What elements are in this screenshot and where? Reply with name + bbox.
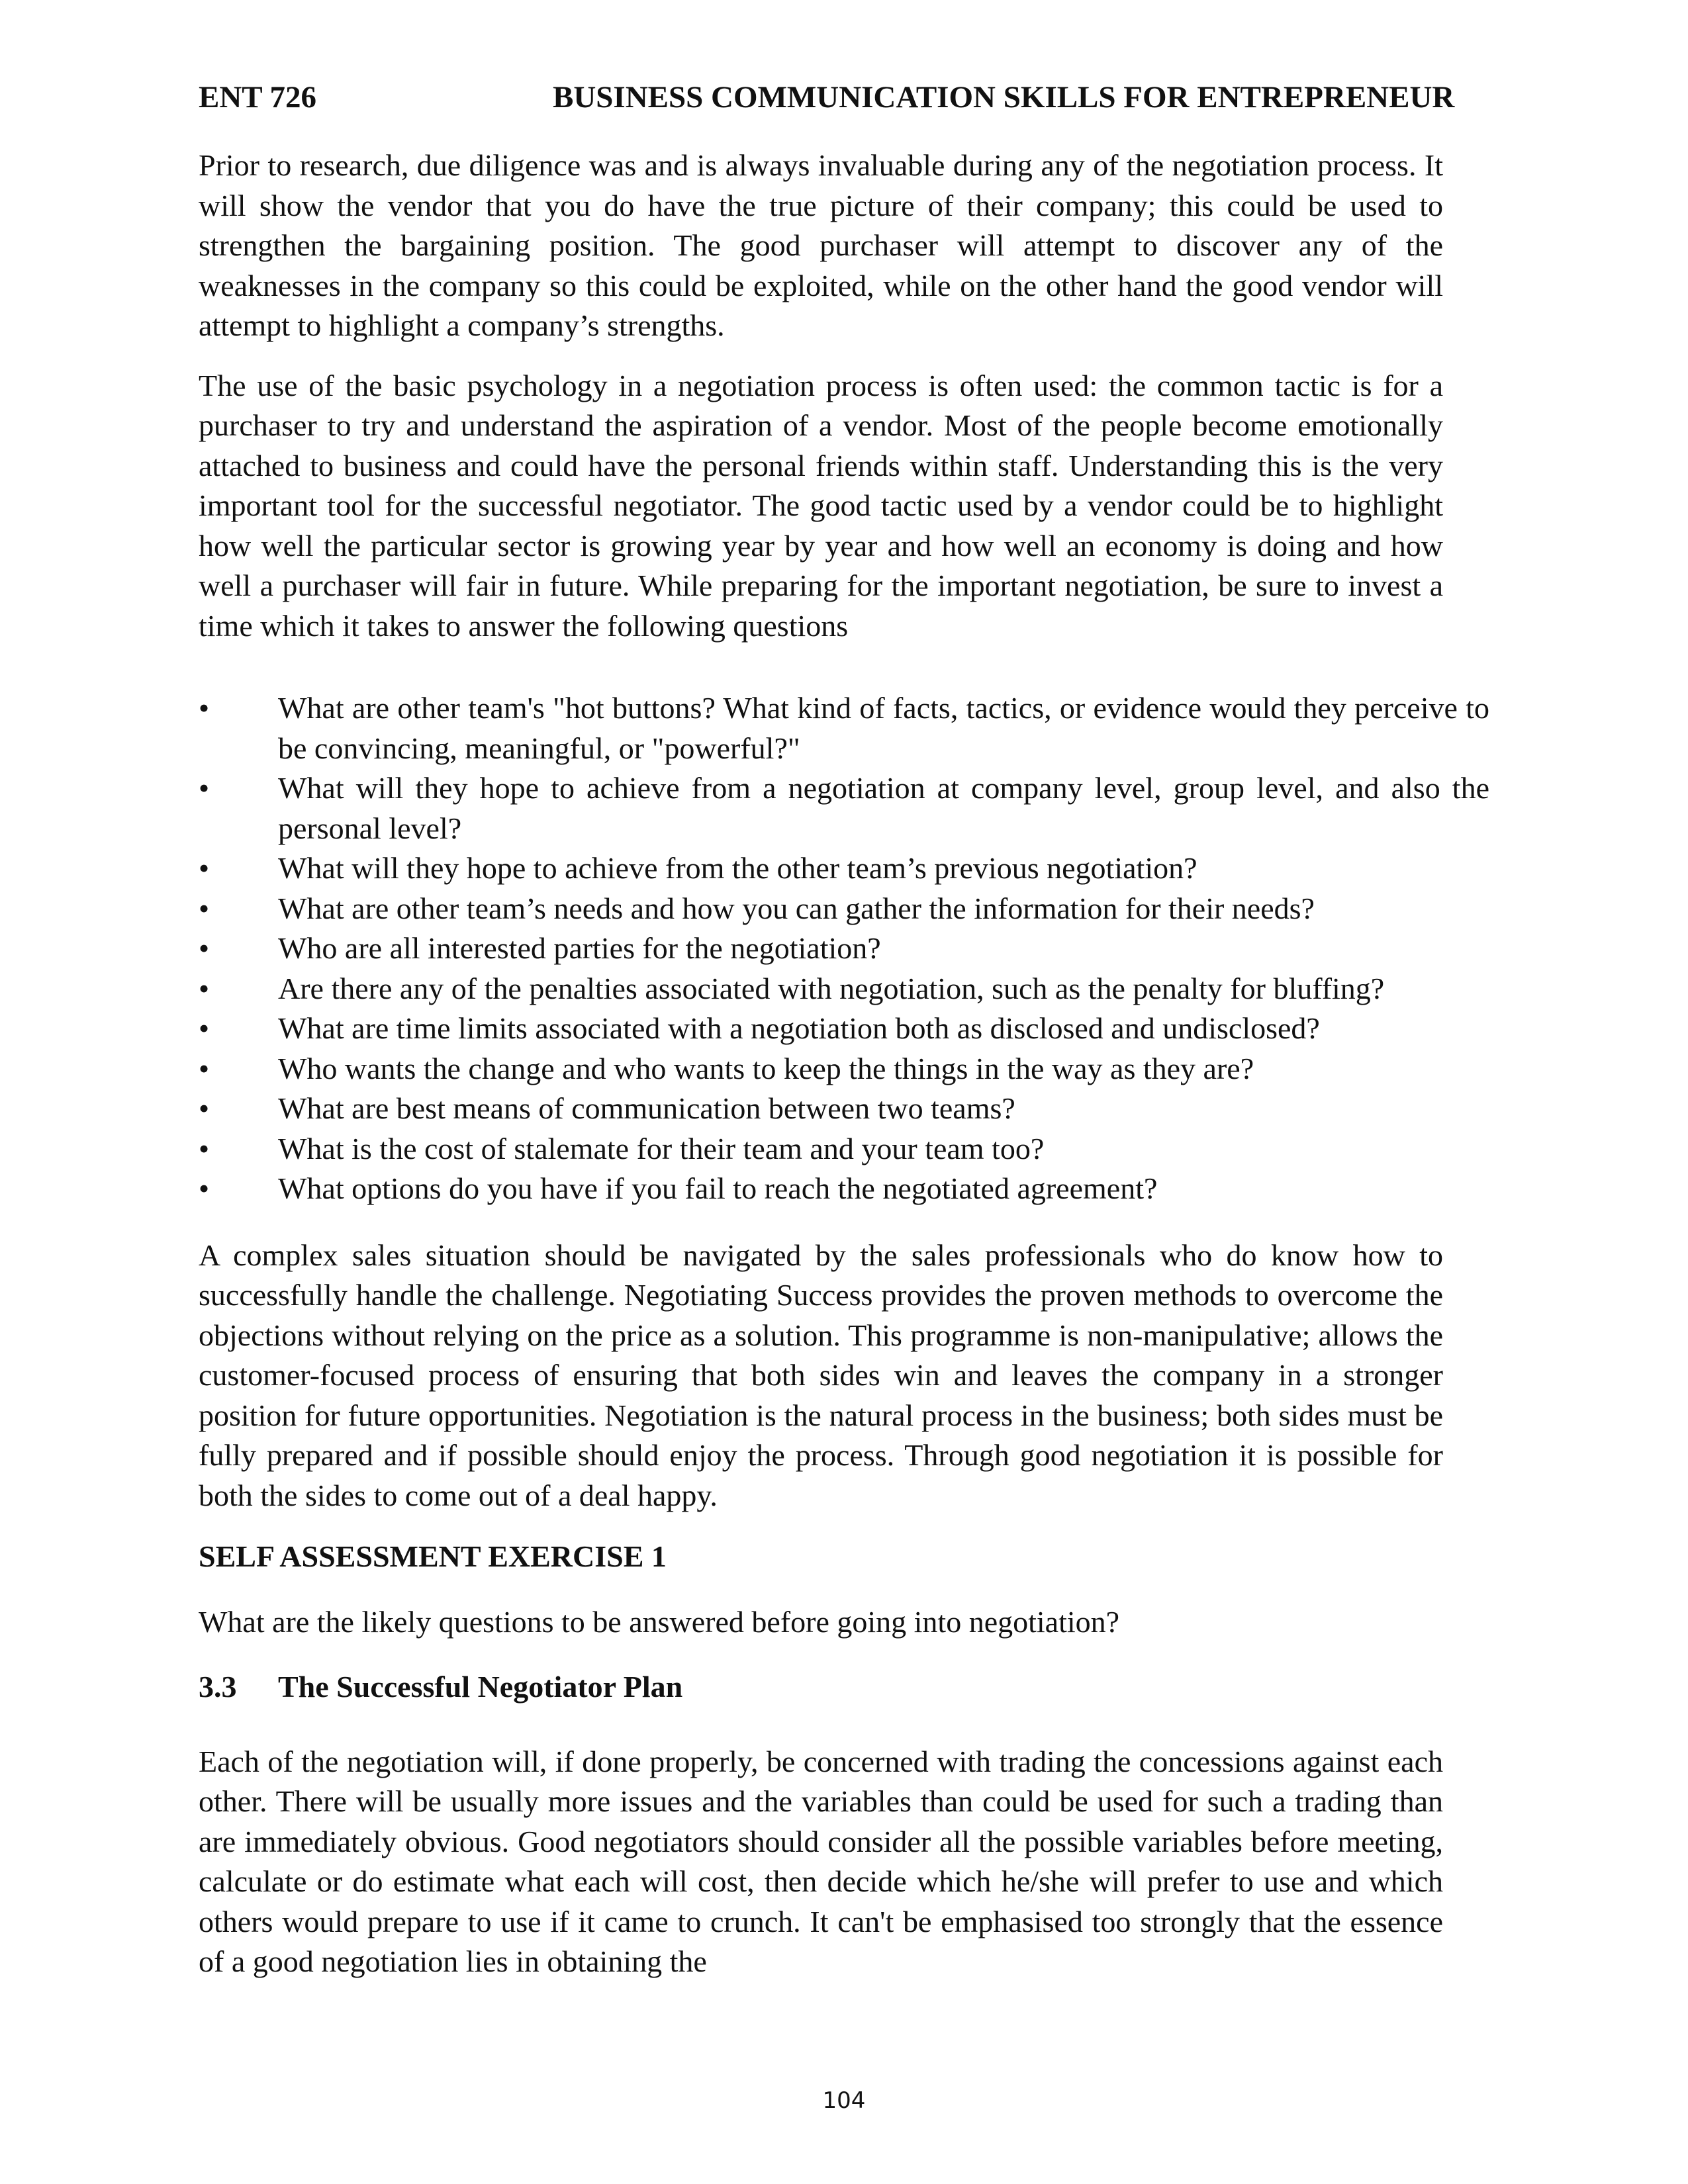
bullet-icon: •: [199, 1011, 210, 1045]
list-item-text: Are there any of the penalties associated with negotiation, such as the penalty for bluffing?: [278, 971, 1385, 1005]
list-item: [199, 889, 1489, 929]
list-item: [199, 1049, 1489, 1089]
questions-list: [199, 688, 1489, 1209]
list-item-text: What are best means of communication between two teams?: [278, 1091, 1015, 1125]
paragraph-due-diligence: Prior to research, due diligence was and is always invaluable during any of the negotiation process. It will show the vendor that you do have the true picture of their company; this could be used to strengthen the bargaining position. The good purchaser will attempt to discover any of the weaknesses in the company so this could be exploited, while on the other hand the good vendor will attempt to highlight a company’s strengths.: [199, 148, 1443, 342]
list-item: [199, 1169, 1489, 1209]
bullet-icon: •: [199, 1091, 210, 1125]
list-item: [199, 768, 1489, 848]
bullet-icon: •: [199, 1171, 210, 1205]
list-item-text: What are other team’s needs and how you can gather the information for their needs?: [278, 891, 1315, 925]
list-item-text: What are time limits associated with a negotiation both as disclosed and undisclosed?: [278, 1011, 1320, 1045]
list-item-text: What are other team's "hot buttons? What kind of facts, tactics, or evidence would they perceive to be convincing, meaningful, or "powerful?": [278, 691, 1489, 765]
page-number: 104: [822, 2087, 866, 2114]
list-item: [199, 1089, 1489, 1129]
bullet-icon: •: [199, 691, 210, 725]
bullet-icon: •: [199, 971, 210, 1005]
bullet-icon: •: [199, 851, 210, 885]
exercise-question: What are the likely questions to be answered before going into negotiation?: [199, 1604, 1120, 1639]
list-item-text: What is the cost of stalemate for their team and your team too?: [278, 1131, 1045, 1165]
list-item-text: Who are all interested parties for the negotiation?: [278, 931, 881, 965]
course-title: BUSINESS COMMUNICATION SKILLS FOR ENTREPRENEUR: [553, 80, 1455, 114]
list-item: [199, 929, 1489, 969]
list-item: [199, 1129, 1489, 1169]
section-heading: [199, 1667, 1443, 1707]
course-code: ENT 726: [199, 80, 317, 114]
bullet-icon: •: [199, 1051, 210, 1085]
list-item-text: What options do you have if you fail to reach the negotiated agreement?: [278, 1171, 1158, 1205]
bullet-icon: •: [199, 771, 210, 805]
paragraph-psychology: The use of the basic psychology in a negotiation process is often used: the common tactic is for a purchaser to try and understand the aspiration of a vendor. Most of the people become emotionally attached to business and could have the personal friends within staff. Understanding this is the very important tool for the successful negotiator. The good tactic used by a vendor could be to highlight how well the particular sector is growing year by year and how well an economy is doing and how well a purchaser will fair in future. While preparing for the important negotiation, be sure to invest a time which it takes to answer the following questions: [199, 368, 1443, 643]
list-item-text: Who wants the change and who wants to keep the things in the way as they are?: [278, 1051, 1254, 1085]
exercise-heading: SELF ASSESSMENT EXERCISE 1: [199, 1539, 667, 1573]
bullet-icon: •: [199, 1131, 210, 1165]
section-number: 3.3: [199, 1670, 237, 1704]
bullet-icon: •: [199, 891, 210, 925]
list-item-text: What will they hope to achieve from the other team’s previous negotiation?: [278, 851, 1197, 885]
list-item: [199, 1009, 1489, 1049]
section-title: The Successful Negotiator Plan: [278, 1670, 683, 1704]
paragraph-negotiator-plan: Each of the negotiation will, if done properly, be concerned with trading the concessions against each other. There will be usually more issues and the variables than could be used for such a trading than are immediately obvious. Good negotiators should consider all the possible variables before meeting, calculate or do estimate what each will cost, then decide which he/she will prefer to use and which others would prepare to use if it came to crunch. It can't be emphasised too strongly that the essence of a good negotiation lies in obtaining the: [199, 1744, 1443, 1978]
bullet-icon: •: [199, 931, 210, 965]
list-item: [199, 969, 1489, 1009]
page-body: [199, 146, 1489, 1982]
list-item-text: What will they hope to achieve from a negotiation at company level, group level, and also the personal level?: [278, 771, 1489, 845]
paragraph-complex-sales: A complex sales situation should be navigated by the sales professionals who do know how to successfully handle the challenge. Negotiating Success provides the proven methods to overcome the objections without relying on the price as a solution. This programme is non-manipulative; allows the customer-focused process of ensuring that both sides win and leaves the company in a stronger position for future opportunities. Negotiation is the natural process in the business; both sides must be fully prepared and if possible should enjoy the process. Through good negotiation it is possible for both the sides to come out of a deal happy.: [199, 1238, 1443, 1512]
list-item: [199, 688, 1489, 768]
page-header: [199, 74, 1470, 120]
list-item: [199, 848, 1489, 889]
